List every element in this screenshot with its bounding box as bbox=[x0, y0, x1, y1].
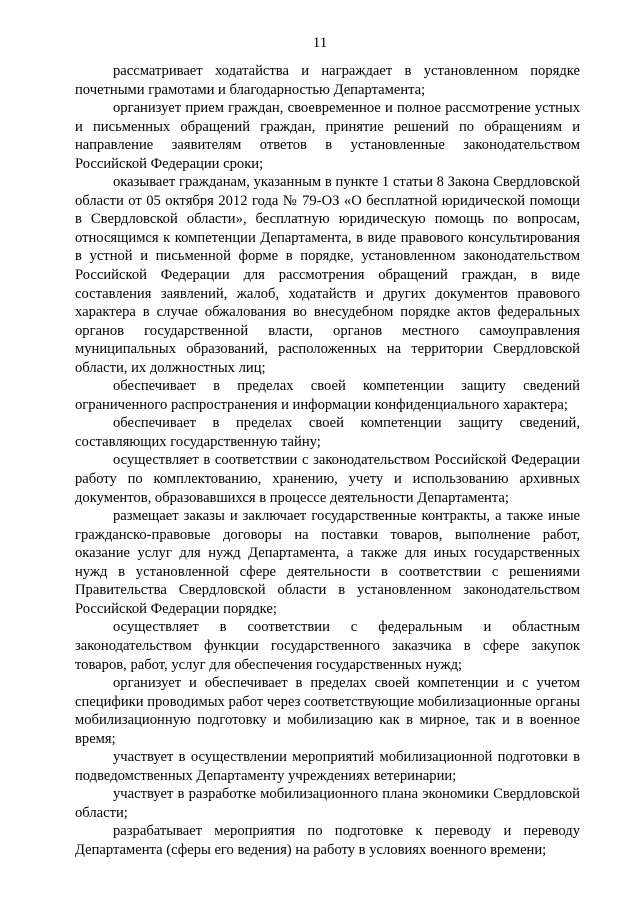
paragraph-citizen-appeals: организует прием граждан, своевременное и полное рассмотрение устных и письменных обращений граждан, принятие решений по обращениям и направление заявителям ответов в установленные законодательством Российской Федерации сроки; bbox=[75, 100, 580, 172]
paragraph-archives: осуществляет в соответствии с законодательством Российской Федерации работу по комплектованию, хранению, учету и использованию архивных документов, образовавшихся в процессе деятельности Департамента; bbox=[75, 452, 580, 506]
paragraph-confidential-info: обеспечивает в пределах своей компетенции защиту сведений ограниченного распространения и информации конфиденциального характера; bbox=[75, 378, 580, 413]
paragraph-state-customer: осуществляет в соответствии с федеральным и областным законодательством функции государственного заказчика в сфере закупок товаров, работ, услуг для обеспечения государственных нужд; bbox=[75, 619, 580, 673]
page-number: 11 bbox=[312, 35, 328, 51]
paragraph-mobilization-vet: участвует в осуществлении мероприятий мобилизационной подготовки в подведомственных Департаменту учреждениях ветеринарии; bbox=[75, 749, 580, 784]
paragraph-mobilization-prep: организует и обеспечивает в пределах своей компетенции и с учетом специфики проводимых работ через соответствующие мобилизационные органы мобилизационную подготовку и мобилизацию как в мирное, так и в военное время; bbox=[75, 675, 580, 747]
paragraph-state-secret: обеспечивает в пределах своей компетенции защиту сведений, составляющих государственную тайну; bbox=[75, 415, 580, 450]
paragraph-mobilization-plan: участвует в разработке мобилизационного плана экономики Свердловской области; bbox=[75, 786, 580, 821]
paragraph-state-contracts: размещает заказы и заключает государственные контракты, а также иные гражданско-правовые договоры на поставки товаров, выполнение работ, оказание услуг для нужд Департамента, а также для иных государственных нужд в установленной сфере деятельности в соответствии с решениями Правительства Свердловской области в установленном законодательством Российской Федерации порядке; bbox=[75, 508, 580, 617]
paragraph-awards: рассматривает ходатайства и награждает в установленном порядке почетными грамотами и благодарностью Департамента; bbox=[75, 63, 580, 98]
paragraph-legal-aid: оказывает гражданам, указанным в пункте 1 статьи 8 Закона Свердловской области от 05 октября 2012 года № 79-ОЗ «О бесплатной юридической помощи в Свердловской области», бесплатную юридическую помощь по вопросам, относящимся к компетенции Департамента, в виде правового консультирования в устной и письменной форме в порядке, установленном законодательством Российской Федерации для рассмотрения обращений граждан, в виде составления заявлений, жалоб, ходатайств и других документов правового характера в случае обжалования во внесудебном порядке актов федеральных органов государственной власти, органов местного самоуправления муниципальных образований, расположенных на территории Свердловской области, их должностных лиц; bbox=[75, 174, 580, 376]
document-body bbox=[75, 62, 580, 860]
paragraph-wartime-transfer: разрабатывает мероприятия по подготовке к переводу и переводу Департамента (сферы его ведения) на работу в условиях военного времени; bbox=[75, 823, 580, 858]
